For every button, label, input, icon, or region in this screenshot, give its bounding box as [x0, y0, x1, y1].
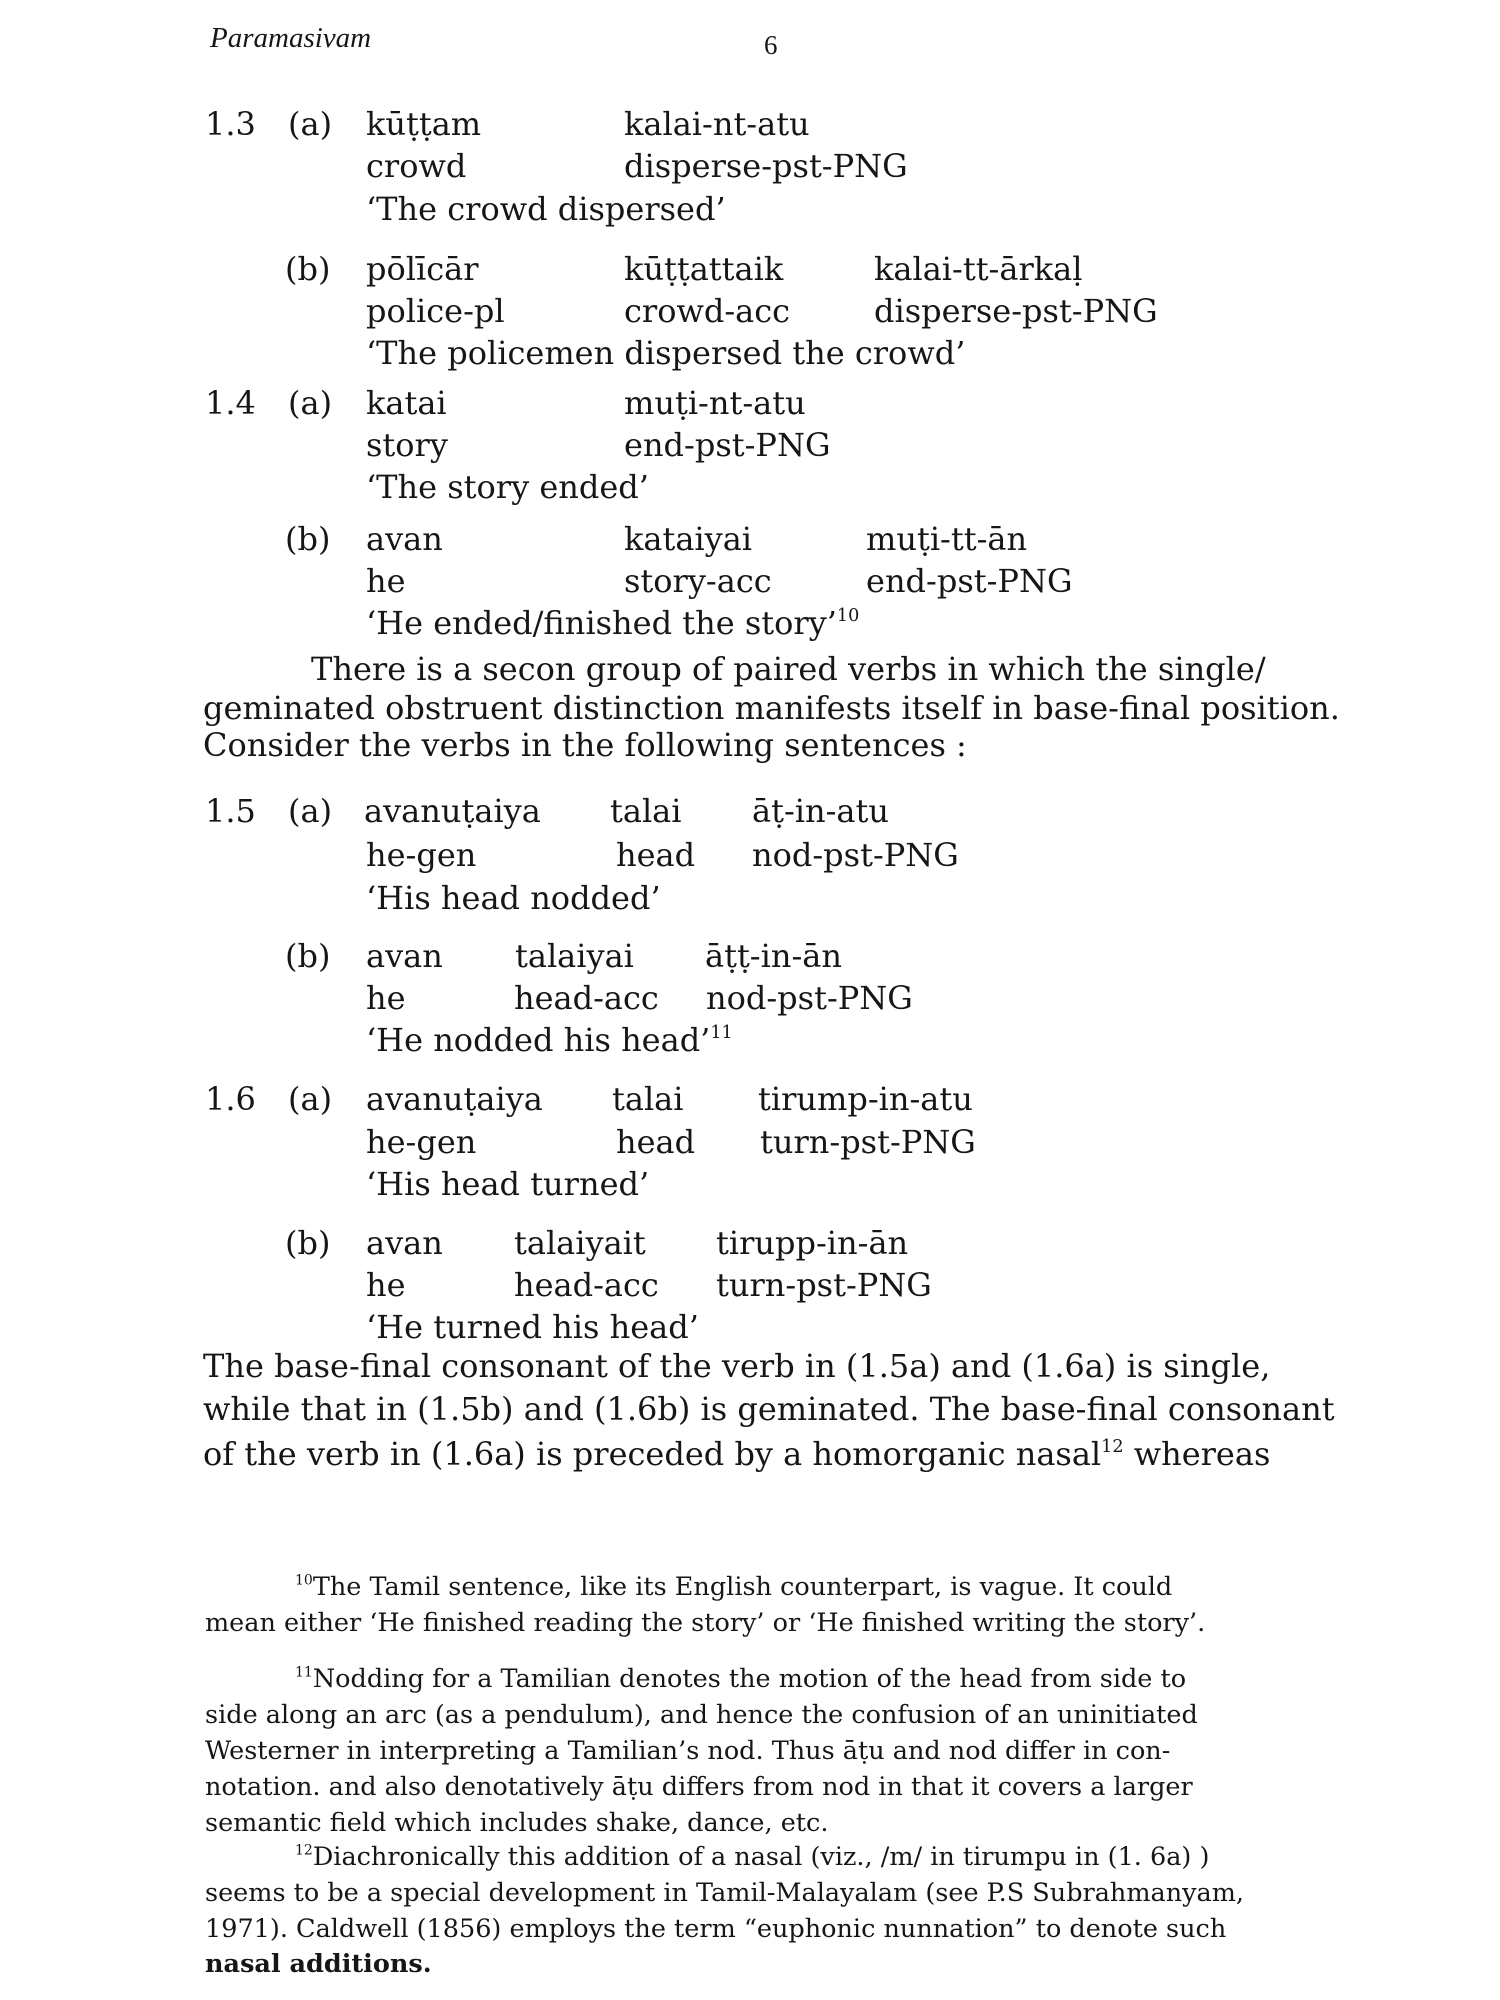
- gloss-word: katai: [366, 384, 447, 422]
- example-number: 1.5: [205, 792, 256, 830]
- footnote-line: seems to be a special development in Tamil-Malayalam (see P.S Subrahmanyam,: [205, 1878, 1245, 1908]
- gloss-meaning: story: [366, 426, 448, 464]
- gloss-word: muṭi-tt-ān: [866, 520, 1028, 558]
- footnote-line: nasal additions.: [205, 1949, 432, 1979]
- gloss-word: talai: [612, 1080, 684, 1118]
- example-label: (b): [285, 937, 331, 975]
- free-translation: ‘He turned his head’: [366, 1308, 699, 1346]
- footnote-line: 1971). Caldwell (1856) employs the term “euphonic nunnation” to denote such: [205, 1914, 1227, 1944]
- footnote-line: semantic field which includes shake, dance, etc.: [205, 1808, 829, 1838]
- running-head-author: Paramasivam: [210, 22, 372, 54]
- gloss-meaning: story-acc: [624, 562, 772, 600]
- example-label: (a): [288, 105, 333, 143]
- gloss-word: tirupp-in-ān: [716, 1224, 909, 1262]
- gloss-word: avan: [366, 520, 443, 558]
- gloss-meaning: head: [616, 1123, 696, 1161]
- gloss-meaning: crowd-acc: [624, 292, 791, 330]
- gloss-meaning: head-acc: [514, 979, 659, 1017]
- example-label: (b): [285, 1224, 331, 1262]
- paragraph-line: while that in (1.5b) and (1.6b) is geminated. The base-final consonant: [203, 1390, 1335, 1428]
- gloss-meaning: disperse-pst-PNG: [624, 147, 908, 185]
- gloss-meaning: he: [366, 979, 406, 1017]
- footnote-line: $^{11}$Nodding for a Tamilian denotes the motion of the head from side to: [295, 1664, 1187, 1694]
- free-translation: ‘The policemen dispersed the crowd’: [366, 334, 966, 372]
- gloss-word: āṭṭ-in-ān: [705, 937, 842, 975]
- footnote-ref: 11: [710, 1022, 733, 1043]
- gloss-meaning: nod-pst-PNG: [706, 979, 913, 1017]
- gloss-word: talaiyai: [515, 937, 634, 975]
- gloss-meaning: end-pst-PNG: [624, 426, 831, 464]
- footnote-line: notation. and also denotatively āṭu differs from nod in that it covers a larger: [205, 1772, 1193, 1802]
- gloss-word: kataiyai: [624, 520, 753, 558]
- example-number: 1.4: [205, 384, 256, 422]
- gloss-word: avan: [366, 1224, 443, 1262]
- gloss-meaning: turn-pst-PNG: [716, 1266, 932, 1304]
- gloss-word: āṭ-in-atu: [752, 792, 889, 830]
- footnote-number: 12: [295, 1842, 313, 1859]
- gloss-meaning: disperse-pst-PNG: [874, 292, 1158, 330]
- page-number: 6: [764, 30, 778, 60]
- example-number: 1.3: [205, 105, 256, 143]
- gloss-word: talaiyait: [514, 1224, 646, 1262]
- example-label: (b): [285, 250, 331, 288]
- free-translation: ‘The crowd dispersed’: [366, 190, 726, 228]
- example-label: (a): [288, 1080, 333, 1118]
- gloss-meaning: police-pl: [366, 292, 505, 330]
- gloss-meaning: crowd: [366, 147, 467, 185]
- paragraph-line: of the verb in (1.6a) is preceded by a homorganic nasal$^{12}$ whereas: [203, 1435, 1271, 1473]
- paragraph-line: geminated obstruent distinction manifests itself in base-final position.: [203, 689, 1340, 727]
- gloss-word: pōlīcār: [366, 250, 479, 288]
- paragraph-line: Consider the verbs in the following sentences :: [203, 726, 967, 764]
- footnote-ref: 12: [1101, 1436, 1124, 1457]
- example-label: (a): [288, 792, 333, 830]
- gloss-word: avanuṭaiya: [366, 1080, 543, 1118]
- gloss-meaning: head-acc: [514, 1266, 659, 1304]
- paragraph-line: The base-final consonant of the verb in (1.5a) and (1.6a) is single,: [203, 1347, 1271, 1385]
- gloss-meaning: turn-pst-PNG: [760, 1123, 976, 1161]
- gloss-meaning: he: [366, 562, 406, 600]
- gloss-meaning: end-pst-PNG: [866, 562, 1073, 600]
- gloss-meaning: he: [366, 1266, 406, 1304]
- free-translation: ‘The story ended’: [366, 468, 649, 506]
- gloss-meaning: head: [616, 836, 696, 874]
- example-label: (b): [285, 520, 331, 558]
- footnote-line: $^{10}$The Tamil sentence, like its English counterpart, is vague. It could: [295, 1572, 1173, 1602]
- paragraph-line: There is a secon group of paired verbs in which the single/: [311, 650, 1266, 688]
- free-translation: ‘His head nodded’: [366, 879, 661, 917]
- gloss-word: kūṭṭam: [366, 105, 482, 143]
- free-translation: ‘He nodded his head’$^{11}$: [366, 1021, 733, 1059]
- gloss-meaning: he-gen: [366, 836, 477, 874]
- gloss-word: talai: [610, 792, 682, 830]
- free-translation: ‘His head turned’: [366, 1165, 650, 1203]
- footnote-ref: 10: [836, 605, 860, 626]
- gloss-word: tirump-in-atu: [758, 1080, 973, 1118]
- gloss-word: kūṭṭattaik: [624, 250, 784, 288]
- gloss-word: muṭi-nt-atu: [624, 384, 806, 422]
- example-number: 1.6: [205, 1080, 256, 1118]
- footnote-number: 11: [295, 1664, 313, 1681]
- free-translation: ‘He ended/finished the story’$^{10}$: [366, 604, 860, 642]
- example-label: (a): [288, 384, 333, 422]
- footnote-line: side along an arc (as a pendulum), and hence the confusion of an uninitiated: [205, 1700, 1198, 1730]
- gloss-meaning: nod-pst-PNG: [752, 836, 959, 874]
- gloss-word: avan: [366, 937, 443, 975]
- footnote-number: 10: [295, 1572, 313, 1589]
- gloss-word: kalai-nt-atu: [624, 105, 810, 143]
- footnote-line: $^{12}$Diachronically this addition of a nasal (viz., /m/ in tirumpu in (1. 6a) ): [295, 1842, 1210, 1872]
- gloss-word: avanuṭaiya: [364, 792, 541, 830]
- footnote-line: mean either ‘He finished reading the story’ or ‘He finished writing the story’.: [205, 1608, 1206, 1638]
- gloss-word: kalai-tt-ārkaḷ: [874, 250, 1083, 288]
- gloss-meaning: he-gen: [366, 1123, 477, 1161]
- footnote-line: Westerner in interpreting a Tamilian’s nod. Thus āṭu and nod differ in con-: [205, 1736, 1171, 1766]
